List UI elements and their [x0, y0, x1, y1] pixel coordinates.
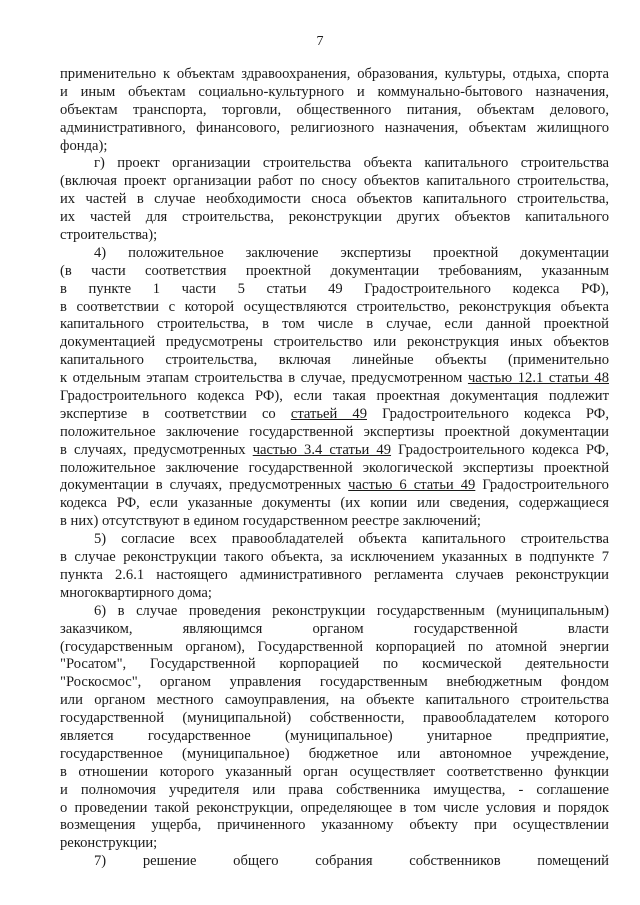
- law-reference-link[interactable]: частью 6 статьи 49: [348, 477, 476, 494]
- text-line: [60, 460, 609, 478]
- text-segment: к отдельным этапам строительства в случае, предусмотренном: [60, 370, 468, 387]
- text-segment: их частей в случае необходимости сноса объектов капитального строительства,: [60, 191, 609, 208]
- text-segment: о проведении такой реконструкции, определяющее в том числе условия и порядок: [60, 799, 609, 816]
- text-segment: их частей для строительства, реконструкции других объектов капитального: [60, 209, 609, 226]
- text-line: [60, 406, 609, 424]
- text-line: [60, 835, 609, 853]
- text-line: [60, 585, 609, 603]
- text-line: [60, 442, 609, 460]
- text-segment: экспертизе в соответствии со: [60, 405, 291, 422]
- text-line: [60, 299, 609, 317]
- text-segment: 7) решение общего собрания собственников помещений: [94, 853, 609, 870]
- text-segment: документации в случаях, предусмотренных: [60, 477, 349, 494]
- text-line: [60, 549, 609, 567]
- text-line: [60, 782, 609, 800]
- text-line: [60, 513, 609, 531]
- text-segment: в случае реконструкции такого объекта, за исключением указанных в подпункте 7: [60, 549, 609, 566]
- text-line: [60, 84, 609, 102]
- text-segment: 6) в случае проведения реконструкции государственным (муниципальным): [94, 602, 609, 619]
- text-line: [60, 388, 609, 406]
- text-segment: (в части соответствия проектной документации требованиям, указанным: [60, 262, 609, 279]
- text-line: [60, 352, 609, 370]
- text-segment: пункта 2.6.1 настоящего административного регламента случаев реконструкции: [60, 566, 609, 583]
- text-line: [60, 263, 609, 281]
- text-line: [60, 621, 609, 639]
- text-line: [60, 710, 609, 728]
- text-segment: Градостроительного: [475, 477, 609, 494]
- text-line: [60, 334, 609, 352]
- text-line: [60, 692, 609, 710]
- text-segment: в случаях, предусмотренных: [60, 441, 253, 458]
- text-line: [60, 674, 609, 692]
- text-segment: применительно к объектам здравоохранения, образования, культуры, отдыха, спорта: [60, 66, 609, 82]
- text-line: [60, 245, 609, 263]
- text-segment: кодекса РФ, если указанные документы (их копии или сведения, содержащиеся: [60, 495, 609, 512]
- text-line: [60, 281, 609, 299]
- text-line: [60, 424, 609, 442]
- text-segment: в них) отсутствуют в едином государственном реестре заключений;: [60, 513, 481, 530]
- text-line: [60, 817, 609, 835]
- text-line: [60, 656, 609, 674]
- text-segment: в соответствии с которой осуществляются строительство, реконструкция объекта: [60, 298, 609, 315]
- text-line: [60, 800, 609, 818]
- law-reference-link[interactable]: статьей 49: [290, 405, 367, 422]
- text-segment: положительное заключение государственной экологической экспертизы проектной: [60, 459, 609, 476]
- text-line: [60, 120, 609, 138]
- text-segment: 5) согласие всех правообладателей объекта капитального строительства: [94, 531, 609, 548]
- text-segment: положительное заключение государственной экспертизы проектной документации: [60, 423, 609, 440]
- text-segment: или органом местного самоуправления, на объекте капитального строительства: [60, 692, 609, 709]
- text-line: [60, 728, 609, 746]
- text-line: [60, 495, 609, 513]
- text-line: [60, 370, 609, 388]
- law-reference-link[interactable]: частью 12.1 статьи 48: [467, 370, 609, 387]
- text-segment: многоквартирного дома;: [60, 584, 212, 601]
- text-segment: Градостроительного кодекса РФ,: [367, 405, 609, 422]
- text-segment: государственное (муниципальное) бюджетное или автономное учреждение,: [60, 745, 609, 762]
- text-segment: "Роскосмос", органом управления государственным внебюджетным фондом: [60, 674, 609, 691]
- text-line: [60, 567, 609, 585]
- text-segment: г) проект организации строительства объекта капитального строительства: [94, 155, 609, 172]
- text-segment: документацией предусмотрены строительство или реконструкция иных объектов: [60, 334, 609, 351]
- text-line: [60, 316, 609, 334]
- page-number: 7: [316, 34, 324, 49]
- text-segment: и иным объектам социально-культурного и коммунально-бытового назначения,: [60, 83, 609, 100]
- text-segment: в отношении которого указанный орган осуществляет соответственно функции: [60, 763, 609, 780]
- text-line: [60, 603, 609, 621]
- text-segment: фонда);: [60, 137, 108, 154]
- text-segment: государственной (муниципальной) собственности, правообладателем которого: [60, 710, 609, 727]
- text-segment: строительства);: [60, 227, 158, 244]
- text-segment: и полномочия учредителя или права собственника имущества, - соглашение: [60, 781, 609, 798]
- text-segment: заказчиком, являющимся органом государственной власти: [60, 620, 609, 637]
- text-line: [60, 66, 609, 84]
- text-line: [60, 191, 609, 209]
- text-segment: объектам транспорта, торговли, общественного питания, объектам делового,: [60, 101, 609, 118]
- law-reference-link[interactable]: частью 3.4 статьи 49: [252, 441, 392, 458]
- text-segment: возмещения ущерба, причиненного указанному объекту при осуществлении: [60, 817, 609, 834]
- text-line: [60, 227, 609, 245]
- text-segment: является государственное (муниципальное) унитарное предприятие,: [60, 727, 609, 744]
- text-line: [60, 639, 609, 657]
- text-segment: (государственным органом), Государственной корпорацией по атомной энергии: [60, 638, 609, 655]
- text-line: [60, 155, 609, 173]
- text-segment: 4) положительное заключение экспертизы проектной документации: [94, 244, 609, 261]
- text-segment: "Росатом", Государственной корпорацией по космической деятельности: [60, 656, 609, 673]
- text-line: [60, 173, 609, 191]
- text-segment: капитального строительства, в том числе в случае, если данной проектной: [60, 316, 609, 333]
- text-line: [60, 102, 609, 120]
- text-line: [60, 477, 609, 495]
- text-segment: административного, финансового, религиозного назначения, объектам жилищного: [60, 119, 609, 136]
- text-line: [60, 209, 609, 227]
- text-segment: капитального строительства, включая линейные объекты (применительно: [60, 352, 609, 369]
- text-segment: (включая проект организации работ по сносу объектов капитального строительства,: [60, 173, 609, 190]
- document-body: [60, 66, 609, 871]
- text-segment: Градостроительного кодекса РФ), если такая проектная документация подлежит: [60, 388, 609, 405]
- text-segment: в пункте 1 части 5 статьи 49 Градостроительного кодекса РФ),: [60, 280, 609, 297]
- text-line: [60, 853, 609, 871]
- text-line: [60, 746, 609, 764]
- text-segment: реконструкции;: [60, 835, 158, 852]
- text-line: [60, 531, 609, 549]
- text-line: [60, 138, 609, 156]
- text-segment: Градостроительного кодекса РФ,: [391, 441, 609, 458]
- text-line: [60, 764, 609, 782]
